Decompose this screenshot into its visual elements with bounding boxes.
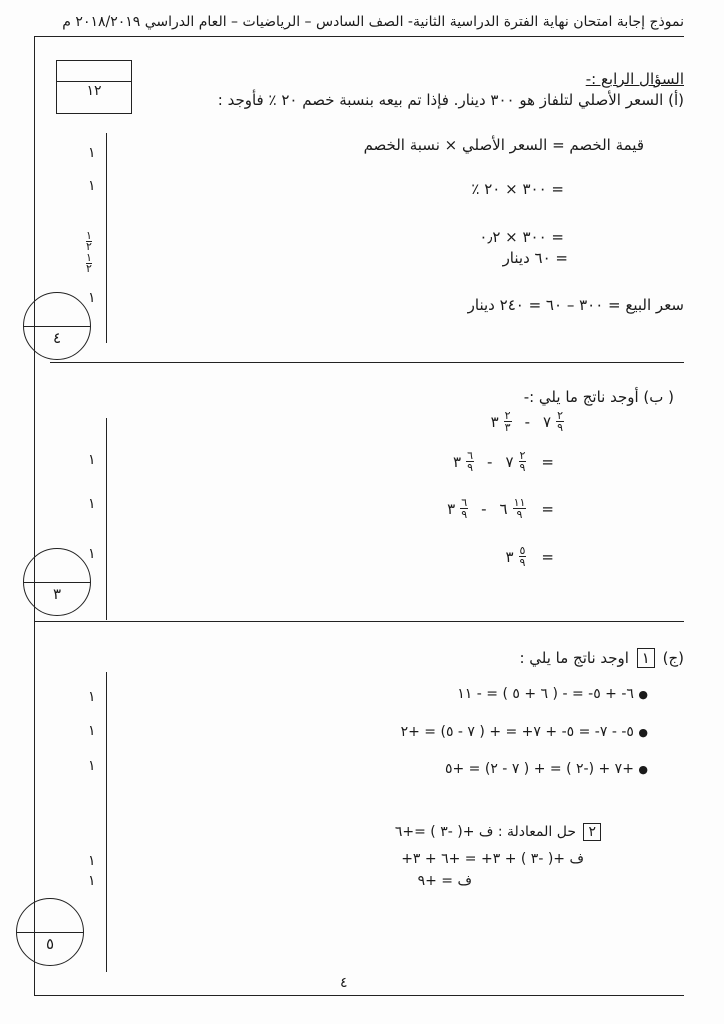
fraction-denominator: ٩ [461,508,468,521]
half-mark-num: ١ [86,251,92,264]
mark: ١ [88,723,96,739]
sub-question-1-prompt: اوجد ناتج ما يلي : [519,649,629,667]
solution-line-2: ف = +٩ [417,873,472,889]
fraction-numerator: ٦ [467,449,474,462]
part-c-item-3-text: +٧ + (-٢ ) = + ( ٧ - ٢) = +٥ [444,761,634,777]
minus-sign: - [481,499,487,518]
part-b-mark-column [106,418,107,620]
part-c-mark-column [106,672,107,972]
sub-question-2-number: ٢ [583,823,601,841]
part-b-line [453,450,554,473]
equals-sign: = [541,452,554,471]
part-a-line-4: = ٦٠ دينار [502,249,568,267]
mark: ١ [88,178,96,194]
fraction-denominator: ٩ [516,508,523,521]
fraction-denominator: ٩ [557,421,563,434]
half-mark-den: ٢ [86,240,92,253]
bullet-icon: ● [638,726,648,739]
fraction-numerator: ٢ [504,409,511,422]
circle-divider [17,932,83,933]
section-divider-a-b [50,362,684,363]
mark: ١ [88,758,96,774]
part-c-label: (ج) [662,649,684,667]
whole-number: ٦ [499,499,508,518]
part-c-item-1 [457,686,648,702]
fraction-numerator: ٦ [461,496,468,509]
mark: ١ [88,145,96,161]
fraction [466,450,474,473]
header-rule [34,36,684,37]
part-c-header [519,648,684,668]
mark: ١ [88,290,96,306]
mark: ١ [88,689,96,705]
circle-divider [24,326,90,327]
fraction-denominator: ٩ [467,461,474,474]
part-a-score-circle [23,292,91,360]
whole-number: ٧ [505,452,514,471]
whole-number: ٣ [505,547,514,566]
part-c-item-1-text: ٦- + ٥- = - ( ٦ + ٥ ) = - ١١ [457,686,634,702]
part-b-score-circle [23,548,91,616]
part-c-score-circle [16,898,84,966]
page-number: ٤ [340,975,348,991]
equals-sign: = [541,547,554,566]
fraction-numerator: ٢ [519,449,526,462]
question-title: السؤال الرابع :- [585,70,684,88]
fraction-denominator: ٩ [519,556,526,569]
part-b-line [447,497,554,520]
bullet-icon: ● [638,763,648,776]
part-a-line-3: = ٣٠٠ × ٠٫٢ [479,228,564,246]
page-frame-left [34,36,35,996]
whole-number: ٣ [453,452,462,471]
page-frame-bottom [34,995,684,996]
part-c-item-2-text: ٥- - ٧- = ٥- + ٧+ = + ( ٧ - ٥) = +٢ [400,724,634,740]
sub-question-2-prompt: حل المعادلة : ف +( -٣ ) =+٦ [394,824,577,840]
equals-sign: = [541,499,554,518]
half-mark [86,253,92,274]
part-a-prompt: (أ) السعر الأصلي لتلفاز هو ٣٠٠ دينار. فإذا تم بيعه بنسبة خصم ٢٠ ٪ فأوجد : [217,91,684,109]
fraction [519,450,527,473]
whole-number: ٣ [490,412,499,431]
part-c-item-2 [401,724,648,740]
part-b-prompt: ( ب) أوجد ناتج ما يلي :- [523,388,674,406]
part-c-score: ٥ [45,935,55,953]
part-b-score: ٣ [52,585,62,603]
whole-number: ٣ [447,499,456,518]
fraction-numerator: ٥ [519,544,526,557]
fraction [556,410,564,433]
total-score: ١٢ [86,83,102,99]
bullet-icon: ● [638,688,648,701]
total-score-box [56,60,132,114]
mark: ١ [88,873,96,889]
fraction [513,497,527,520]
part-a-line-1: قيمة الخصم = السعر الأصلي × نسبة الخصم [363,136,644,154]
minus-sign: - [487,452,493,471]
part-a-mark-column [106,133,107,343]
part-b-line [491,410,564,433]
half-mark [86,231,92,252]
solution-line-1: ف +( -٣ ) + ٣+ = +٦ + ٣+ [401,851,584,867]
score-divider [57,81,131,82]
fraction-denominator: ٩ [519,461,526,474]
mark: ١ [88,546,96,562]
mark: ١ [88,853,96,869]
fraction [460,497,468,520]
circle-divider [24,582,90,583]
half-mark-num: ١ [86,229,92,242]
section-divider-b-c [34,621,684,622]
part-a-line-2: = ٣٠٠ × ٢٠ ٪ [471,180,564,198]
sub-question-1-number: ١ [637,648,655,668]
fraction-numerator: ١١ [513,496,526,509]
part-a-line-5: سعر البيع = ٣٠٠ – ٦٠ = ٢٤٠ دينار [467,296,684,314]
fraction [504,410,512,433]
sub-question-2 [395,823,604,841]
minus-sign: - [524,412,531,431]
half-mark-den: ٢ [86,262,92,275]
part-b-line [505,545,554,568]
mark: ١ [88,452,96,468]
whole-number: ٧ [543,412,552,431]
part-a-score: ٤ [52,329,62,347]
page-header: نموذج إجابة امتحان نهاية الفترة الدراسية الثانية- الصف السادس – الرياضيات – العام الدراسي ٢٠١٨/٢٠١٩ م [62,14,684,30]
fraction [519,545,527,568]
fraction-numerator: ٢ [557,409,563,422]
fraction-denominator: ٣ [504,421,511,434]
part-c-item-3 [445,761,648,777]
mark: ١ [88,496,96,512]
